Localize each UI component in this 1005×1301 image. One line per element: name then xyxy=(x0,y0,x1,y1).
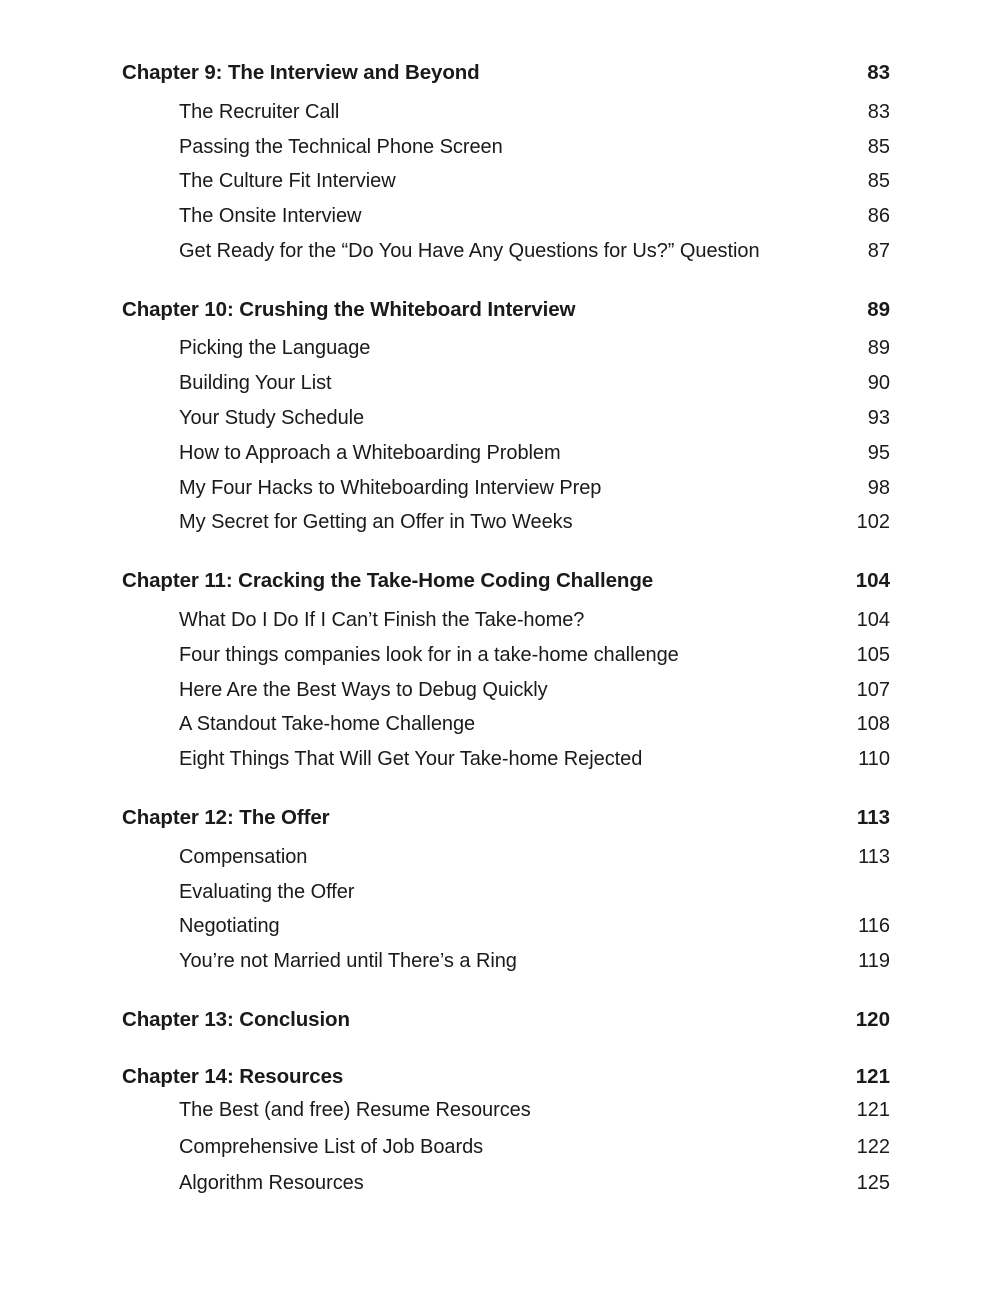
toc-entry-page: 93 xyxy=(867,407,890,430)
toc-chapter-row[interactable] xyxy=(122,1062,890,1093)
toc-entry-page: 85 xyxy=(867,135,890,158)
toc-entry-page: 89 xyxy=(867,337,890,360)
toc-entry-row[interactable] xyxy=(122,436,890,471)
toc-entry-title: Four things companies look for in a take-home challenge xyxy=(179,643,679,666)
toc-chapter-title: Chapter 12: The Offer xyxy=(122,806,330,829)
toc-chapter-page: 89 xyxy=(867,297,890,321)
toc-entry-title: Compensation xyxy=(179,845,308,868)
toc-entry-row[interactable] xyxy=(122,742,890,777)
toc-entry-title: Comprehensive List of Job Boards xyxy=(179,1135,484,1158)
toc-entry-title: You’re not Married until There’s a Ring xyxy=(179,950,517,973)
toc-entry-page: 104 xyxy=(856,609,890,632)
toc-entry-page: 87 xyxy=(867,239,890,262)
toc-chapter-title: Chapter 10: Crushing the Whiteboard Interview xyxy=(122,297,576,321)
toc-entry-row[interactable] xyxy=(122,471,890,506)
toc-entry-row[interactable] xyxy=(122,1129,890,1165)
toc-group xyxy=(122,1062,890,1202)
toc-entry-row[interactable] xyxy=(122,331,890,366)
toc-entry-page: 121 xyxy=(856,1099,890,1122)
toc-chapter-title: Chapter 9: The Interview and Beyond xyxy=(122,61,480,84)
toc-entry-row[interactable] xyxy=(122,840,890,875)
toc-entry-page: 90 xyxy=(867,372,890,395)
toc-chapter-page: 120 xyxy=(855,1007,890,1031)
toc-entry-row[interactable] xyxy=(122,673,890,708)
toc-entry-title: Here Are the Best Ways to Debug Quickly xyxy=(179,678,548,701)
toc-entry-page: 119 xyxy=(858,950,890,973)
toc-entry-title: Negotiating xyxy=(179,915,280,938)
toc-entry-row[interactable] xyxy=(122,909,890,944)
toc-entry-page: 95 xyxy=(867,441,890,464)
toc-chapter-title: Chapter 14: Resources xyxy=(122,1064,344,1088)
toc-entry-row[interactable] xyxy=(122,199,890,234)
toc-entry-page: 105 xyxy=(856,643,890,666)
toc-entry-row[interactable] xyxy=(122,707,890,742)
toc-entry-page: 85 xyxy=(867,170,890,193)
toc-entry-row[interactable] xyxy=(122,1165,890,1201)
toc-chapter-title: Chapter 11: Cracking the Take-Home Coding Challenge xyxy=(122,569,654,593)
toc-group xyxy=(122,566,890,777)
toc-entry-title: Algorithm Resources xyxy=(179,1172,364,1195)
toc-chapter-row[interactable] xyxy=(122,566,890,597)
toc-entry-title: Building Your List xyxy=(179,372,332,395)
toc-entry-page: 102 xyxy=(856,511,890,534)
toc-chapter-page: 104 xyxy=(855,569,890,593)
toc-group xyxy=(122,1005,890,1036)
toc-entry-title: A Standout Take-home Challenge xyxy=(179,713,476,736)
toc-entry-row[interactable] xyxy=(122,401,890,436)
toc-entry-title: Passing the Technical Phone Screen xyxy=(179,135,503,158)
toc-chapter-page: 121 xyxy=(855,1064,890,1088)
toc-entry-row[interactable] xyxy=(122,234,890,269)
toc-entry-row[interactable] xyxy=(122,366,890,401)
toc-entry-title: What Do I Do If I Can’t Finish the Take-home? xyxy=(179,609,585,632)
toc-group xyxy=(122,58,890,269)
toc-entry-title: The Culture Fit Interview xyxy=(179,170,396,193)
toc-entry-title: The Recruiter Call xyxy=(179,100,340,123)
toc-entry-page: 125 xyxy=(856,1172,890,1195)
toc-entry-title: The Best (and free) Resume Resources xyxy=(179,1099,531,1122)
toc-entry-row[interactable] xyxy=(122,1092,890,1128)
toc-chapter-row[interactable] xyxy=(122,295,890,326)
toc-entry-title: My Four Hacks to Whiteboarding Interview Prep xyxy=(179,476,602,499)
toc-entry-row[interactable] xyxy=(122,638,890,673)
toc-entry-page: 110 xyxy=(858,748,890,771)
toc-entry-title: Evaluating the Offer xyxy=(179,880,355,903)
toc-entry-row[interactable] xyxy=(122,130,890,165)
toc-entry-title: Your Study Schedule xyxy=(179,407,365,430)
toc-entry-page: 122 xyxy=(856,1135,890,1158)
toc-chapter-row[interactable] xyxy=(122,803,890,834)
toc-entry-title: Picking the Language xyxy=(179,337,371,360)
toc-entry-row[interactable] xyxy=(122,603,890,638)
toc-entry-row[interactable] xyxy=(122,505,890,540)
toc-entry-page: 107 xyxy=(856,678,890,701)
toc-chapter-row[interactable] xyxy=(122,1005,890,1036)
toc-entry-page: 98 xyxy=(867,476,890,499)
toc-chapter-page: 83 xyxy=(867,61,890,84)
toc-entry-page: 108 xyxy=(856,713,890,736)
toc-entry-title: How to Approach a Whiteboarding Problem xyxy=(179,441,561,464)
toc-entry-page: 86 xyxy=(867,205,890,228)
toc-entry-page: 83 xyxy=(867,100,890,123)
toc-entry-row[interactable] xyxy=(122,944,890,979)
toc-entry-page: 116 xyxy=(858,915,890,938)
toc-entry-row[interactable] xyxy=(122,95,890,130)
toc-chapter-row[interactable] xyxy=(122,58,890,89)
toc-entry-title: My Secret for Getting an Offer in Two Weeks xyxy=(179,511,573,534)
table-of-contents xyxy=(122,58,890,1202)
toc-entry-title: Get Ready for the “Do You Have Any Questions for Us?” Question xyxy=(179,239,760,262)
toc-group xyxy=(122,295,890,541)
toc-entry-row[interactable] xyxy=(122,875,890,910)
toc-entry-title: The Onsite Interview xyxy=(179,205,362,228)
toc-entry-row[interactable] xyxy=(122,164,890,199)
toc-group xyxy=(122,803,890,979)
toc-chapter-title: Chapter 13: Conclusion xyxy=(122,1007,350,1031)
toc-chapter-page: 113 xyxy=(856,806,890,829)
toc-entry-title: Eight Things That Will Get Your Take-home Rejected xyxy=(179,748,643,771)
toc-entry-page: 113 xyxy=(858,845,890,868)
